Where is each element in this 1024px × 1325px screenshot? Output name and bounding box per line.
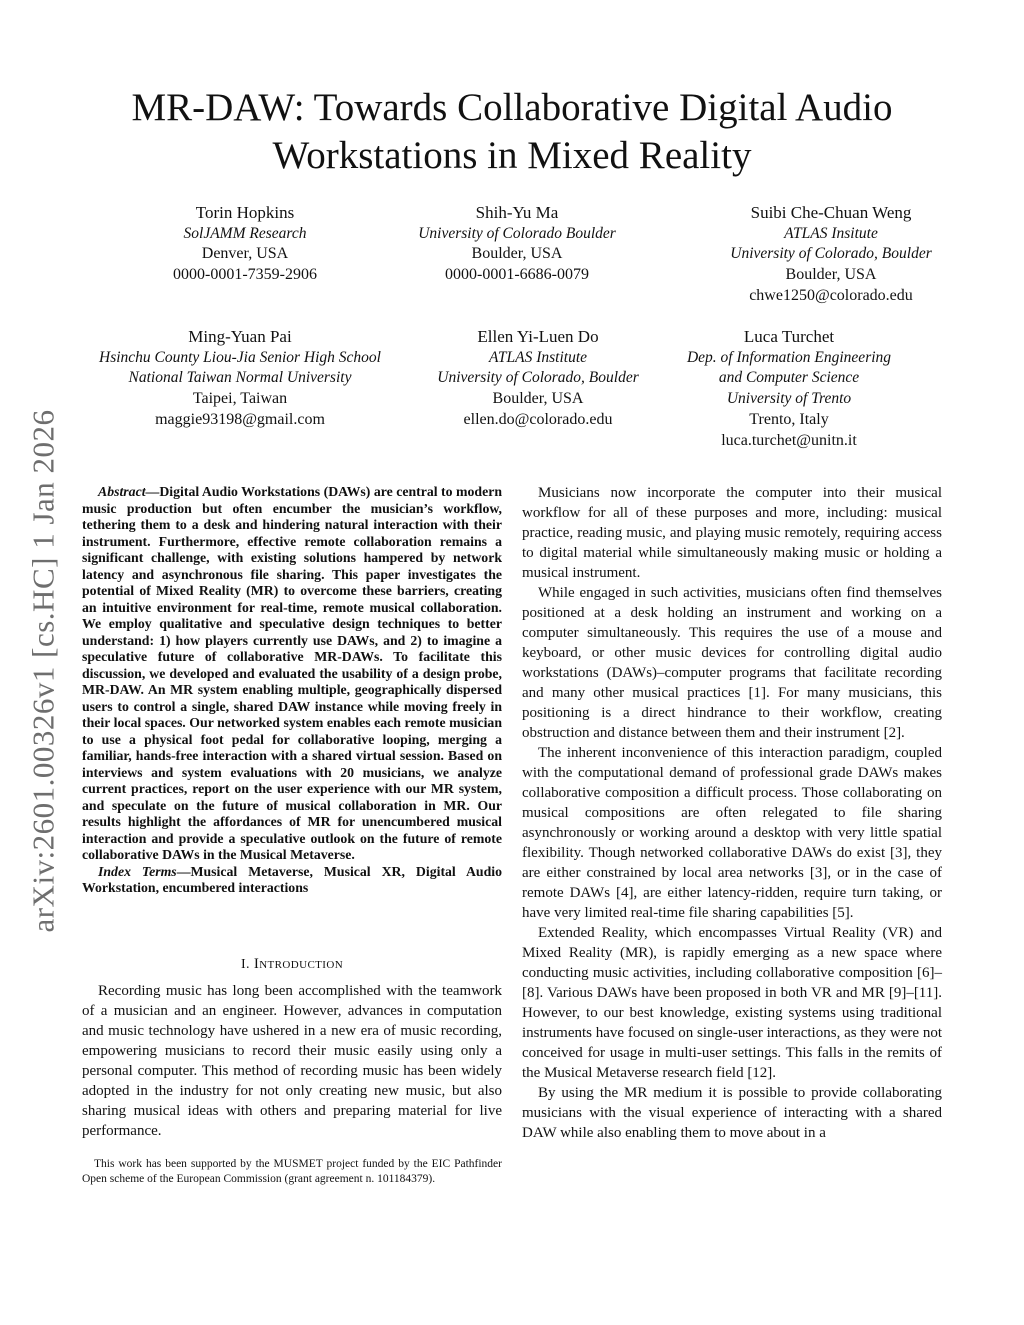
author-affiliation: University of Trento — [726, 390, 852, 408]
body-paragraph: By using the MR medium it is possible to provide collaborating musicians with the visual experience of interacting with a shared DAW while also enabling them to move about in a — [522, 1085, 942, 1141]
author-affiliation: Hsinchu County Liou-Jia Senior High School — [99, 348, 381, 366]
author-affiliation: University of Colorado, Boulder — [437, 369, 639, 387]
author-orcid: 0000-0001-7359-2906 — [173, 266, 317, 284]
author-affiliation: University of Colorado Boulder — [418, 224, 616, 242]
author-name: Ming-Yuan Pai — [188, 327, 292, 346]
author-affiliation: University of Colorado, Boulder — [730, 245, 932, 263]
index-terms: Index Terms—Musical Metaverse, Musical XR, Digital Audio Workstation, encumbered interactions — [82, 863, 503, 895]
author-name: Ellen Yi-Luen Do — [477, 327, 599, 346]
author-email: ellen.do@colorado.edu — [463, 410, 613, 428]
author-affiliation: SolJAMM Research — [183, 224, 307, 242]
author-affiliation: ATLAS Institute — [488, 348, 588, 366]
author-email: luca.turchet@unitn.it — [721, 431, 857, 449]
body-paragraph: The inherent inconvenience of this interaction paradigm, coupled with the computational demand of professional grade DAWs makes collaborative composition a difficult process. Those collaborating on musical compositions are often relegated to file sharing asynchronously or working around a desktop with very little spatial flexibility. Though networked collaborative DAWs do exist [3], they are either constrained by local area networks [3], or in the case of remote DAWs [4], are either latency-ridden, require turn taking, or have very limited real-time file sharing capabilities [5]. — [522, 745, 942, 921]
author-affiliation: National Taiwan Normal University — [128, 369, 352, 387]
author-block — [706, 203, 956, 307]
author-email: chwe1250@colorado.edu — [749, 286, 913, 304]
author-location: Trento, Italy — [749, 410, 829, 428]
author-affiliation: Dep. of Information Engineering — [686, 348, 892, 366]
author-block — [70, 327, 410, 431]
author-affiliation: and Computer Science — [718, 369, 860, 387]
section-heading: I. Introduction — [240, 956, 344, 972]
right-column — [522, 483, 942, 1143]
author-block — [413, 327, 663, 431]
body-paragraph: Recording music has long been accomplished with the teamwork of a musician and an engineer. However, advances in computation and music technology have ushered in a new era of music recording, empowering musicians to record their music easily using only a personal computer. This method of recording music has been widely adopted in the industry for not only creating new music, but also sharing musical ideas with others and preparing material for live performance. — [82, 983, 502, 1139]
author-block — [387, 203, 647, 286]
paper-title: MR-DAW: Towards Collaborative Digital Audio Workstations in Mixed Reality — [131, 86, 893, 177]
index-terms-label: Index Terms — [98, 863, 177, 879]
author-orcid: 0000-0001-6686-0079 — [445, 266, 589, 284]
author-location: Boulder, USA — [471, 245, 563, 263]
author-location: Denver, USA — [201, 245, 289, 263]
author-name: Suibi Che-Chuan Weng — [750, 203, 912, 222]
author-block — [125, 203, 365, 286]
index-terms-text: Musical Metaverse, Musical XR, Digital Audio Workstation, encumbered interactions — [82, 863, 503, 895]
author-name: Shih-Yu Ma — [475, 203, 559, 222]
intro-left-column — [82, 981, 502, 1141]
body-paragraph: While engaged in such activities, musicians often find themselves positioned at a desk holding an instrument and working on a computer simultaneously. This requires the use of a mouse and keyboard, or other music devices for controlling digital audio workstations (DAWs)–computer programs that facilitate recording and many other musical practices [1]. For many musicians, this positioning is a direct hindrance to their workflow, creating obstruction and distance between them and their instrument [2]. — [522, 585, 942, 741]
abstract — [82, 484, 502, 897]
footnote: This work has been supported by the MUSMET project funded by the EIC Pathfinder Open scheme of the European Commission (grant agreement n. 101184379). — [82, 1158, 502, 1185]
author-location: Boulder, USA — [785, 266, 877, 284]
author-block — [664, 327, 914, 451]
abstract-text: Digital Audio Workstations (DAWs) are central to modern music production but often encumber the musician’s workflow, tethering them to a desk and hindering natural interaction with their instrument. Furthermore, effective remote collaboration remains a significant challenge, with existing solutions hampered by network latency and asynchronous file sharing. This paper investigates the potential of Mixed Reality (MR) to overcome these barriers, creating an intuitive environment for real-time, remote musical collaboration. We employ qualitative and speculative design techniques to better understand: 1) how players currently use DAWs, and 2) to imagine a speculative future of collaborative MR-DAWs. To facilitate this discussion, we developed and evaluated the usability of a design probe, MR-DAW. An MR system enabling multiple, geographically dispersed users to control a single, shared DAW instance while moving freely in their local spaces. Our networked system enables each remote musician to use a physical foot pedal for collaborative looping, merging a familiar, hands-free interaction with a shared virtual session. Based on interviews and system evaluations with 20 musicians, we analyze current practices, report on the user experience with our MR system, and speculate on the future of musical collaboration in MR. Our results highlight the affordances of MR for unencumbered musical interaction and provide a speculative outlook on the future of remote collaborative DAWs in the Musical Metaverse. — [82, 484, 502, 862]
body-paragraph: Musicians now incorporate the computer into their musical workflow for all of these purposes and more, including: musical practice, reading music, and playing music remotely, requiring access to digital material while simultaneously making music or holding a musical instrument. — [522, 485, 942, 581]
abstract-paragraph: Abstract—Digital Audio Workstations (DAWs) are central to modern music production but often encumber the musician’s workflow, tethering them to a desk and hindering natural interaction with their instrument. Furthermore, effective remote collaboration remains a significant challenge, with existing solutions hampered by network latency and asynchronous file sharing. This paper investigates the potential of Mixed Reality (MR) to overcome these barriers, creating an intuitive environment for real-time, remote musical collaboration. We employ qualitative and speculative design techniques to better understand: 1) how players currently use DAWs, and 2) to imagine a speculative future of collaborative MR-DAWs. To facilitate this discussion, we developed and evaluated the usability of a design probe, MR-DAW. An MR system enabling multiple, geographically dispersed users to control a single, shared DAW instance while moving freely in their local spaces. Our networked system enables each remote musician to use a physical foot pedal for collaborative looping, merging a familiar, hands-free interaction with a shared virtual session. Based on interviews and system evaluations with 20 musicians, we analyze current practices, report on the user experience with our MR system, and speculate on the future of musical collaboration in MR. Our results highlight the affordances of MR for unencumbered musical interaction and provide a speculative outlook on the future of remote collaborative DAWs in the Musical Metaverse. — [82, 484, 502, 862]
abstract-label: Abstract — [98, 484, 146, 499]
author-name: Luca Turchet — [743, 327, 835, 346]
arxiv-identifier: arXiv:2601.00326v1 [cs.HC] 1 Jan 2026 — [26, 409, 61, 933]
author-location: Boulder, USA — [492, 390, 584, 408]
author-email: maggie93198@gmail.com — [155, 410, 325, 428]
author-name: Torin Hopkins — [195, 203, 295, 222]
body-paragraph: Extended Reality, which encompasses Virtual Reality (VR) and Mixed Reality (MR), is rapidly emerging as a new space where conducting music activities, including collaborative composition [6]–[8]. Various DAWs have been proposed in both VR and MR [9]–[11]. However, to our best knowledge, existing systems using traditional instruments have focused on single-user interactions, as they were not conceived for usage in multi-user settings. This falls in the remits of the Musical Metaverse research field [12]. — [522, 925, 942, 1081]
author-location: Taipei, Taiwan — [192, 390, 288, 408]
author-affiliation: ATLAS Insitute — [784, 224, 878, 242]
